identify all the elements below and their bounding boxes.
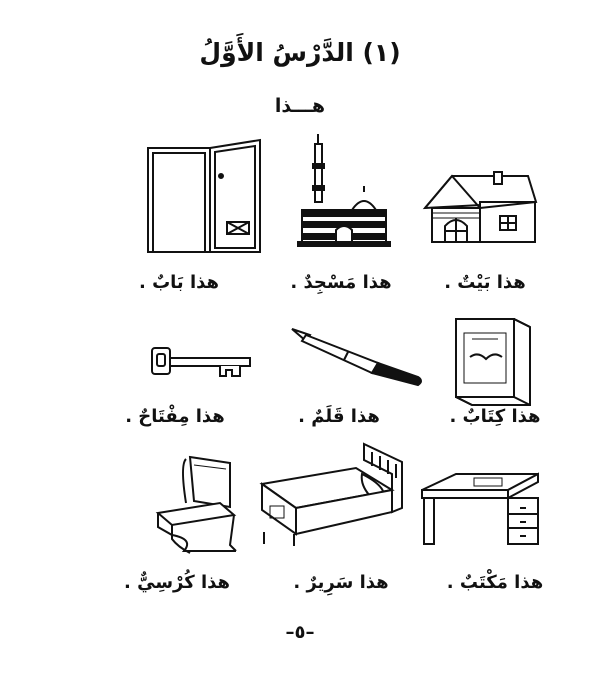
lesson-subtitle: هـــذا [274,95,326,117]
bed-icon [256,440,406,548]
caption-chair: هذا كُرْسِيٌّ . [124,572,230,593]
caption-door: هذا بَابٌ . [138,272,220,293]
pen-icon [288,325,428,387]
caption-bed: هذا سَرِيرٌ . [293,572,389,593]
house-icon [420,168,540,246]
door-icon [145,138,265,256]
desk-icon [420,470,542,548]
book-icon [452,315,534,407]
lesson-title: (١) الدَّرْسُ الأَوَّلُ [199,38,401,67]
caption-house: هذا بَيْتٌ . [444,272,526,293]
caption-book: هذا كِتَابٌ . [449,406,541,427]
caption-key: هذا مِفْتَاحٌ . [125,406,225,427]
caption-pen: هذا قَلَمٌ . [298,406,380,427]
page-number: –٥– [285,622,315,643]
chair-icon [150,455,242,559]
caption-mosque: هذا مَسْجِدٌ . [290,272,392,293]
caption-desk: هذا مَكْتَبٌ . [446,572,544,593]
key-icon [150,346,254,382]
mosque-icon [296,130,392,248]
